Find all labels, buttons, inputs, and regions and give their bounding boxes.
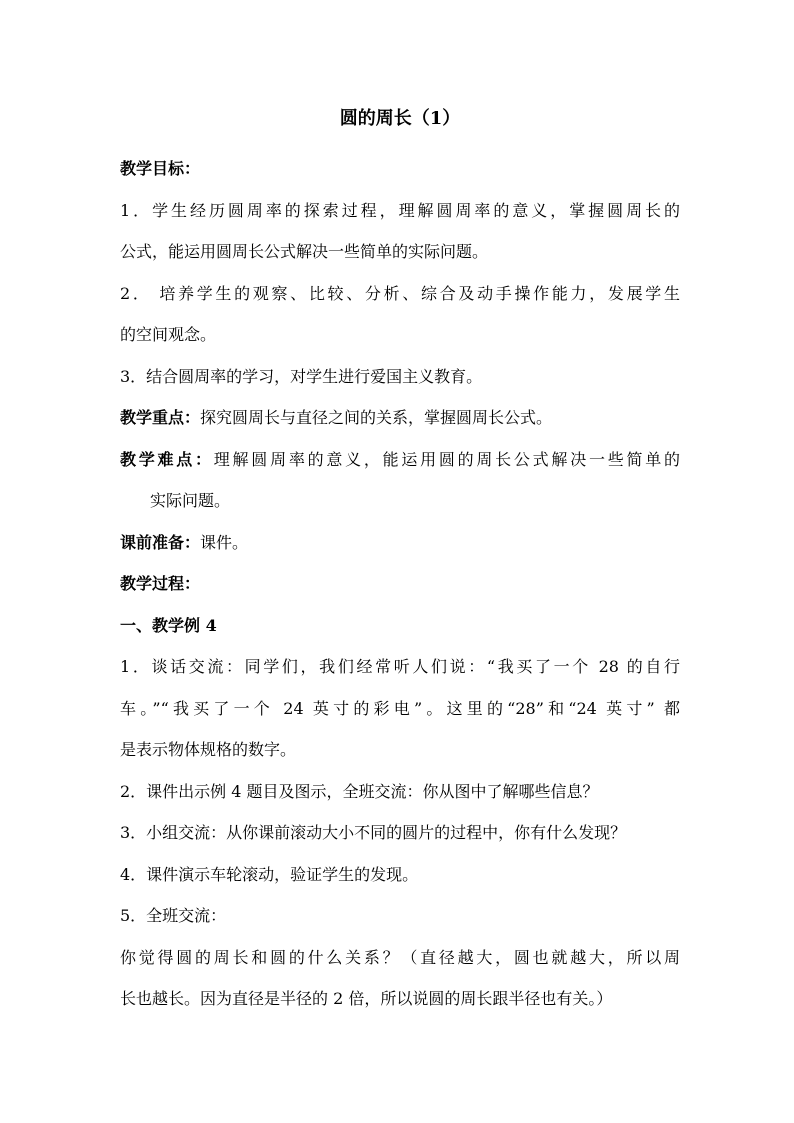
step-1-line-3: 是表示物体规格的数字。 bbox=[120, 740, 297, 759]
document-title: 圆的周长（1） bbox=[339, 108, 461, 129]
step-2: 2．课件出示例 4 题目及图示，全班交流：你从图中了解哪些信息？ bbox=[120, 781, 599, 801]
objective-3: 3．结合圆周率的学习，对学生进行爱国主义教育。 bbox=[120, 366, 483, 386]
step-1-line-1: 1．谈话交流：同学们，我们经常听人们说：“我买了一个 28 的自行 bbox=[120, 657, 680, 676]
key-point-paragraph bbox=[120, 397, 680, 439]
objective-1-line-1: 1．学生经历圆周率的探索过程，理解圆周率的意义，掌握圆周长的 bbox=[120, 200, 680, 220]
step-1-line-2: 车。”“我买了一个 24 英寸的彩电”。这里的“28”和“24 英寸” 都 bbox=[120, 698, 680, 718]
prep-paragraph bbox=[120, 522, 680, 564]
document-body bbox=[120, 104, 680, 1020]
key-point-text: 探究圆周长与直径之间的关系，掌握圆周长公式。 bbox=[200, 408, 553, 427]
prep-text: 课件。 bbox=[200, 532, 249, 552]
section-1-heading: 一、教学例 4 bbox=[120, 615, 217, 635]
step-5: 5．全班交流： bbox=[120, 906, 227, 925]
objective-2-line-2: 的空间观念。 bbox=[120, 325, 217, 344]
step-3: 3．小组交流：从你课前滚动大小不同的圆片的过程中，你有什么发现？ bbox=[120, 823, 627, 842]
objective-1-line-2: 公式，能运用圆周长公式解决一些简单的实际问题。 bbox=[120, 242, 489, 261]
prep-label: 课前准备： bbox=[120, 532, 201, 552]
key-point-label: 教学重点： bbox=[120, 408, 201, 427]
difficulty-paragraph bbox=[120, 439, 680, 481]
difficulty-text-line-1: 理解圆周率的意义，能运用圆的周长公式解决一些简单的 bbox=[213, 449, 680, 469]
process-heading: 教学过程： bbox=[120, 574, 201, 593]
objective-2-line-1: 2． 培养学生的观察、比较、分析、综合及动手操作能力，发展学生 bbox=[120, 283, 680, 303]
discussion-line-2: 长也越长。因为直径是半径的 2 倍，所以说圆的周长跟半径也有关。） bbox=[120, 989, 613, 1008]
difficulty-text-line-2: 实际问题。 bbox=[150, 491, 231, 510]
objectives-heading: 教学目标： bbox=[120, 159, 201, 178]
difficulty-label: 教学难点： bbox=[120, 449, 214, 469]
step-4: 4．课件演示车轮滚动，验证学生的发现。 bbox=[120, 864, 419, 884]
discussion-line-1: 你觉得圆的周长和圆的什么关系？（直径越大，圆也就越大，所以周 bbox=[120, 947, 680, 967]
